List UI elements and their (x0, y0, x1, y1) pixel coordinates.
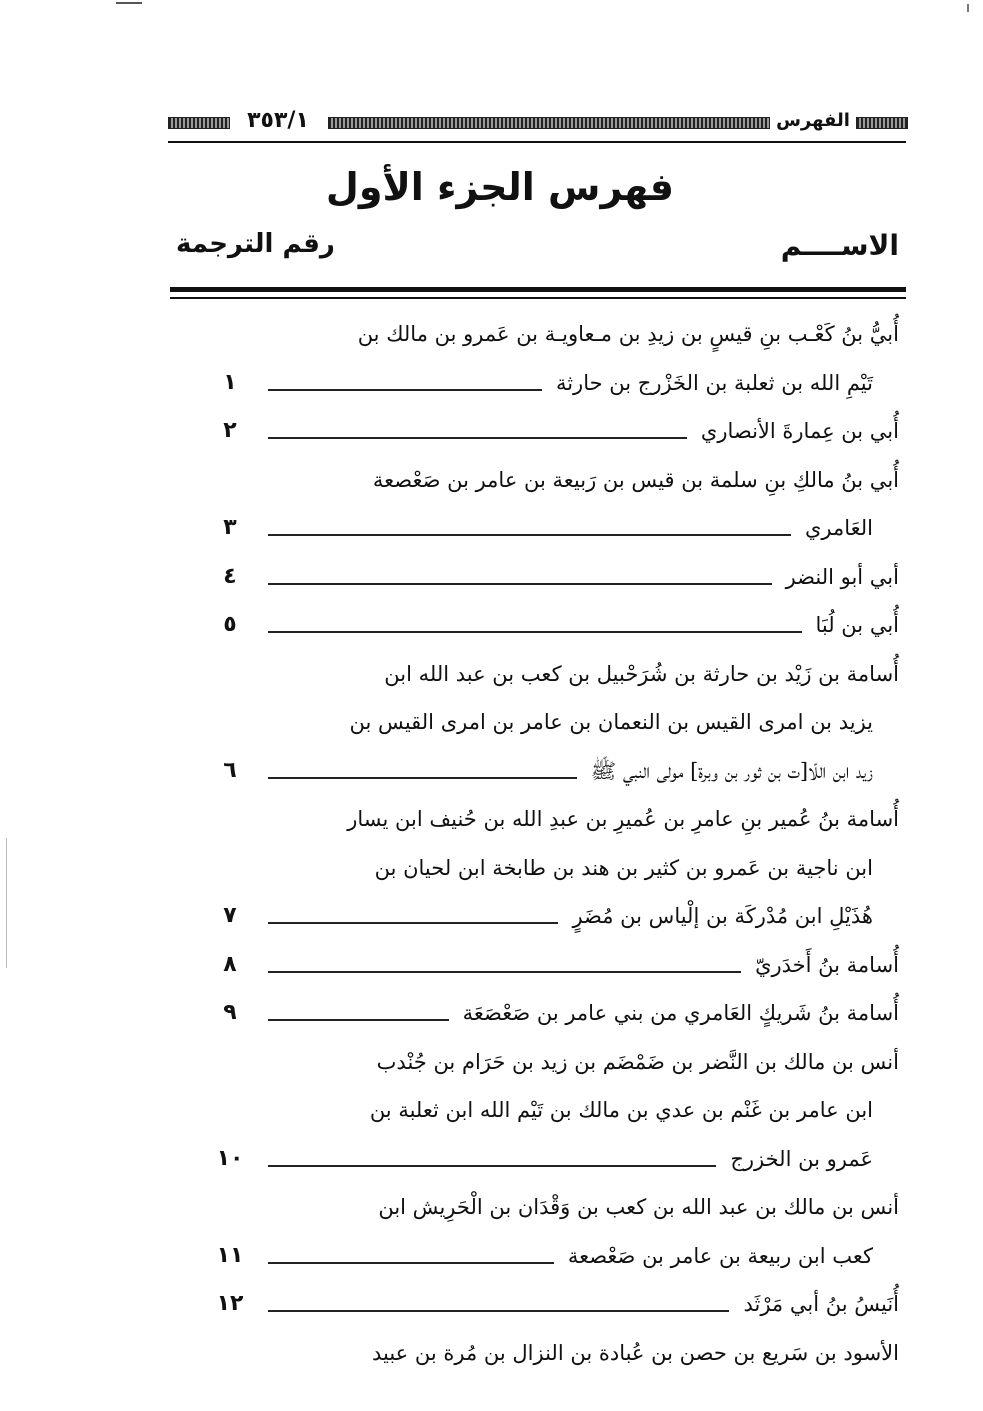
index-entry-line (0, 650, 983, 699)
dot-leader (268, 631, 802, 633)
scan-mark (116, 2, 142, 4)
dot-leader (268, 1019, 449, 1021)
entry-number: ٥ (223, 612, 237, 637)
entry-name: أنس بن مالك بن النَّضر بن ضَمْضَم بن زيد بن حَرَام بن جُنْدب (376, 1049, 899, 1074)
entry-number: ٩ (223, 1000, 237, 1025)
entry-name: الأسود بن سَريع بن حصن بن عُبادة بن النزال بن مُرة بن عبيد (371, 1340, 899, 1365)
entry-name: أُسامة بنُ شَريكٍ العَامري من بني عامر بن صَعْصَعَة (462, 1001, 899, 1025)
index-entry-line (0, 698, 983, 747)
entry-name: أُنَيسُ بنُ أبي مَرْثَد (743, 1292, 899, 1316)
entry-number: ٤ (223, 563, 237, 589)
dot-leader (268, 534, 791, 536)
index-entry-line (0, 941, 983, 990)
entry-number: ١١ (216, 1242, 244, 1268)
index-entry-line (0, 1135, 983, 1184)
header-ornament (328, 117, 770, 129)
dot-leader (268, 1262, 554, 1264)
heading-rule (170, 287, 906, 292)
section-name: الفهرس (776, 110, 850, 131)
index-entry-line (0, 1038, 983, 1087)
entry-name: ابن عامر بن غَنْم بن عدي بن مالك بن تَيْم الله ابن ثعلبة بن (369, 1098, 873, 1122)
column-heading-entry-number: رقم الترجمة (176, 229, 335, 259)
index-entry-line (0, 989, 983, 1038)
index-entry-line (0, 310, 983, 359)
entry-name: أبي أبو النضر (785, 564, 899, 589)
index-entry-line (0, 795, 983, 844)
entry-name: أُبي بنُ مالكِ بنِ سلمة بن قيس بن رَبيعة بن عامر بن صَعْصعة (372, 467, 899, 492)
entry-name: العَامري (804, 516, 873, 540)
entry-name: أُسامة بنُ عُمير بنِ عامرِ بن عُميرِ بن عبدِ الله بن حُنيف ابن يسار (347, 807, 899, 831)
entry-name: ابن ناجية بن عَمرو بن كثير بن هند بن طابخة ابن لحيان بن (374, 855, 873, 880)
scan-mark (967, 4, 969, 12)
entry-name: أُبي بن لُبَا (815, 613, 899, 637)
index-entry-line (0, 844, 983, 893)
index-entry-line (0, 553, 983, 602)
index-entry-line (0, 601, 983, 650)
entry-name: أُبي بن عِمارةَ الأنصاري (700, 419, 899, 443)
entry-name: أُسامة بنُ أَخدَريّ (755, 952, 899, 977)
entry-number: ٦ (223, 757, 237, 783)
entry-number: ٣ (223, 515, 237, 540)
index-entry-line (0, 892, 983, 941)
index-list (0, 310, 983, 1377)
entry-number: ١٢ (216, 1291, 244, 1316)
dot-leader (268, 1310, 729, 1312)
running-header (168, 110, 906, 134)
dot-leader (268, 777, 577, 779)
dot-leader (268, 583, 772, 585)
dot-leader (268, 437, 687, 439)
entry-number: ١٠ (216, 1145, 244, 1171)
entry-name: كعب ابن ربيعة بن عامر بن صَعْصعة (567, 1243, 873, 1268)
entry-name: يزيد بن امرى القيس بن النعمان بن عامر بن امرى القيس بن (349, 710, 873, 734)
heading-rule (170, 297, 906, 299)
dot-leader (268, 1165, 716, 1167)
entry-name: هُذَيْلِ ابن مُدْركَة بن إلْياس بن مُضَرٍ (572, 904, 873, 928)
index-entry-line (0, 1086, 983, 1135)
index-entry-line (0, 504, 983, 553)
header-ornament (856, 117, 908, 129)
page-number: ٣٥٣/١ (247, 108, 309, 133)
dot-leader (268, 922, 558, 924)
entry-number: ٧ (223, 903, 237, 928)
index-entry-line (0, 359, 983, 408)
header-rule (168, 141, 906, 143)
entry-name: أُبيُّ بنُ كَعْـب بنِ قيسٍ بن زيدِ بن مـعاويـة بن عَمرو بن مالك بن (357, 322, 899, 346)
entry-name: أُسامة بن زَيْد بن حارثة بن شُرَحْبيل بن كعب بن عبد الله ابن (384, 661, 899, 686)
column-heading-name: الاســــم (780, 229, 899, 262)
index-entry-line (0, 1280, 983, 1329)
dot-leader (268, 971, 741, 973)
page-title: فهرس الجزء الأول (325, 165, 675, 209)
entry-name: تَيْمِ الله بن ثعلبة بن الخَزْرج بن حارثة (555, 370, 873, 395)
dot-leader (268, 389, 542, 391)
index-entry-line (0, 1183, 983, 1232)
header-ornament (168, 117, 230, 129)
entry-name: زيد ابن اللّا[ت بن ثور بن وبرة] مولى النبي ﷺ (590, 758, 873, 783)
entry-number: ١ (223, 369, 237, 395)
entry-name: أنس بن مالك بن عبد الله بن كعب بن وَقْدَان بن الْحَرِيش ابن (378, 1195, 899, 1219)
scan-mark (6, 838, 7, 968)
index-entry-line (0, 747, 983, 796)
entry-name: عَمرو بن الخزرج (730, 1146, 873, 1171)
index-entry-line (0, 407, 983, 456)
index-entry-line (0, 456, 983, 505)
entry-number: ٢ (223, 418, 237, 443)
index-entry-line (0, 1329, 983, 1378)
index-entry-line (0, 1232, 983, 1281)
entry-number: ٨ (223, 951, 237, 977)
